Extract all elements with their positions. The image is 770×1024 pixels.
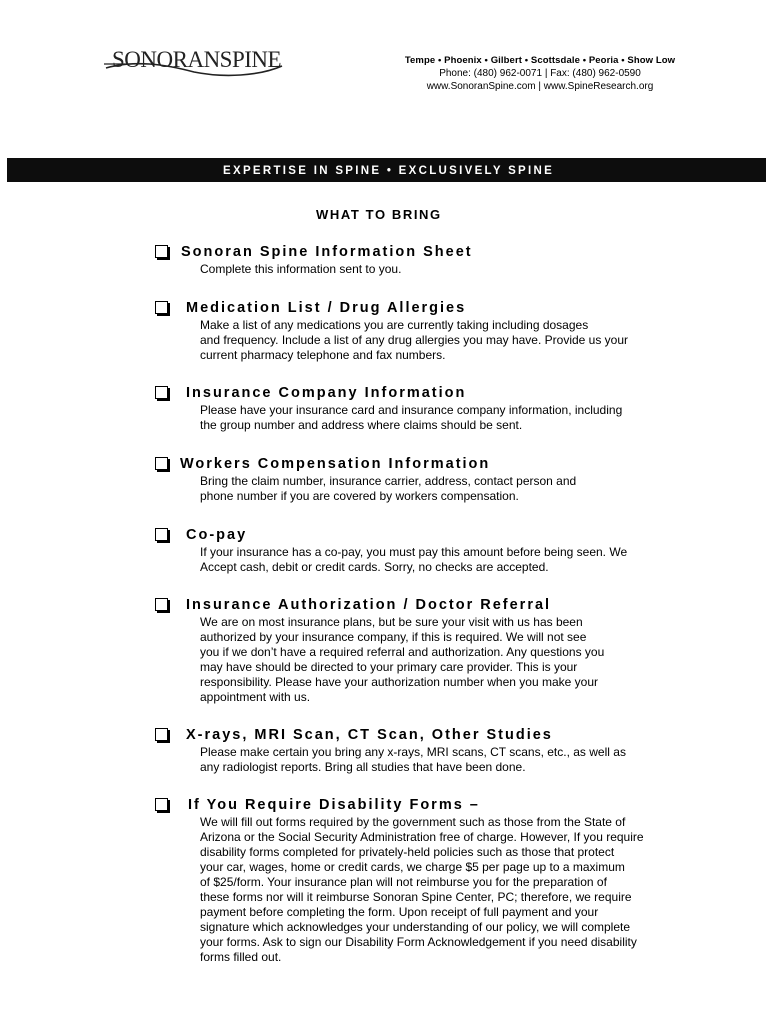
checklist-item xyxy=(155,527,675,575)
item-line: may have should be directed to your primary care provider. This is your xyxy=(200,660,578,674)
checklist-item xyxy=(155,385,675,433)
website-line: www.SonoranSpine.com | www.SpineResearch.org xyxy=(426,81,654,92)
phone-fax-line: Phone: (480) 962-0071 | Fax: (480) 962-0590 xyxy=(439,68,641,79)
item-line: the group number and address where claims should be sent. xyxy=(200,418,523,432)
logo-text: SONORANSPINE xyxy=(112,47,282,72)
checklist-item xyxy=(155,244,675,277)
item-line: of $25/form. Your insurance plan will not reimburse you for the preparation of xyxy=(200,875,607,889)
contact-block xyxy=(370,54,710,93)
checklist-item xyxy=(155,797,715,965)
item-line: Please have your insurance card and insurance company information, including xyxy=(200,403,623,417)
item-title: Co-pay xyxy=(186,527,248,543)
item-body xyxy=(200,745,675,775)
item-line: phone number if you are covered by workers compensation. xyxy=(200,489,519,503)
item-title: Sonoran Spine Information Sheet xyxy=(181,244,473,260)
item-line: current pharmacy telephone and fax numbers. xyxy=(200,348,446,362)
item-line: payment before completing the form. Upon receipt of full payment and your xyxy=(200,905,599,919)
item-body xyxy=(200,318,675,363)
item-title: Insurance Company Information xyxy=(186,385,467,401)
item-title: Workers Compensation Information xyxy=(180,456,491,472)
checkbox-icon xyxy=(155,598,168,611)
page-title: WHAT TO BRING xyxy=(316,207,442,222)
item-line: Accept cash, debit or credit cards. Sorry, no checks are accepted. xyxy=(200,560,549,574)
item-line: If your insurance has a co-pay, you must pay this amount before being seen. We xyxy=(200,545,628,559)
banner-text: EXPERTISE IN SPINE • EXCLUSIVELY SPINE xyxy=(223,165,555,177)
item-line: your forms. Ask to sign our Disability Form Acknowledgement if you need disability xyxy=(200,935,637,949)
item-line: your car, wages, home or credit cards, we charge $5 per page up to a maximum xyxy=(200,860,625,874)
item-line: any radiologist reports. Bring all studies that have been done. xyxy=(200,760,526,774)
locations-line: Tempe • Phoenix • Gilbert • Scottsdale • Peoria • Show Low xyxy=(404,55,676,66)
item-line: We are on most insurance plans, but be sure your visit with us has been xyxy=(200,615,583,629)
item-body xyxy=(200,615,675,705)
item-line: responsibility. Please have your authorization number when you make your xyxy=(200,675,598,689)
tagline-banner xyxy=(7,158,766,182)
checklist-item xyxy=(155,597,675,705)
item-body xyxy=(200,815,715,965)
checklist-item xyxy=(155,727,675,775)
checklist-item xyxy=(155,456,675,504)
item-title: X-rays, MRI Scan, CT Scan, Other Studies xyxy=(186,727,553,743)
item-line: these forms nor will it reimburse Sonoran Spine Center, PC; therefore, we require xyxy=(200,890,632,904)
checkbox-icon xyxy=(155,245,168,258)
checklist-item xyxy=(155,300,675,363)
checkbox-icon xyxy=(155,728,168,741)
item-line: Make a list of any medications you are currently taking including dosages xyxy=(200,318,589,332)
item-line: Please make certain you bring any x-rays, MRI scans, CT scans, etc., as well as xyxy=(200,745,626,759)
item-line: signature which acknowledges your understanding of our policy, we will complete xyxy=(200,920,631,934)
item-title: Medication List / Drug Allergies xyxy=(186,300,467,316)
item-line: appointment with us. xyxy=(200,690,311,704)
checkbox-icon xyxy=(155,386,168,399)
item-body xyxy=(200,545,675,575)
item-body xyxy=(200,403,675,433)
item-body xyxy=(200,474,675,504)
logo xyxy=(104,42,286,82)
item-line: Arizona or the Social Security Administration free of charge. However, If you require xyxy=(200,830,644,844)
item-body xyxy=(200,262,675,277)
checkbox-icon xyxy=(155,528,168,541)
item-line: and frequency. Include a list of any drug allergies you may have. Provide us your xyxy=(200,333,629,347)
checkbox-icon xyxy=(155,457,168,470)
item-line: Bring the claim number, insurance carrier, address, contact person and xyxy=(200,474,577,488)
item-line: authorized by your insurance company, if this is required. We will not see xyxy=(200,630,587,644)
item-line: forms filled out. xyxy=(200,950,282,964)
item-line: We will fill out forms required by the government such as those from the State of xyxy=(200,815,626,829)
checkbox-icon xyxy=(155,798,168,811)
item-line: Complete this information sent to you. xyxy=(200,262,402,276)
item-line: disability forms completed for privately-held policies such as those that protect xyxy=(200,845,615,859)
checkbox-icon xyxy=(155,301,168,314)
item-title: Insurance Authorization / Doctor Referral xyxy=(186,597,552,613)
item-title: If You Require Disability Forms – xyxy=(188,797,480,813)
item-line: you if we don’t have a required referral and authorization. Any questions you xyxy=(200,645,605,659)
